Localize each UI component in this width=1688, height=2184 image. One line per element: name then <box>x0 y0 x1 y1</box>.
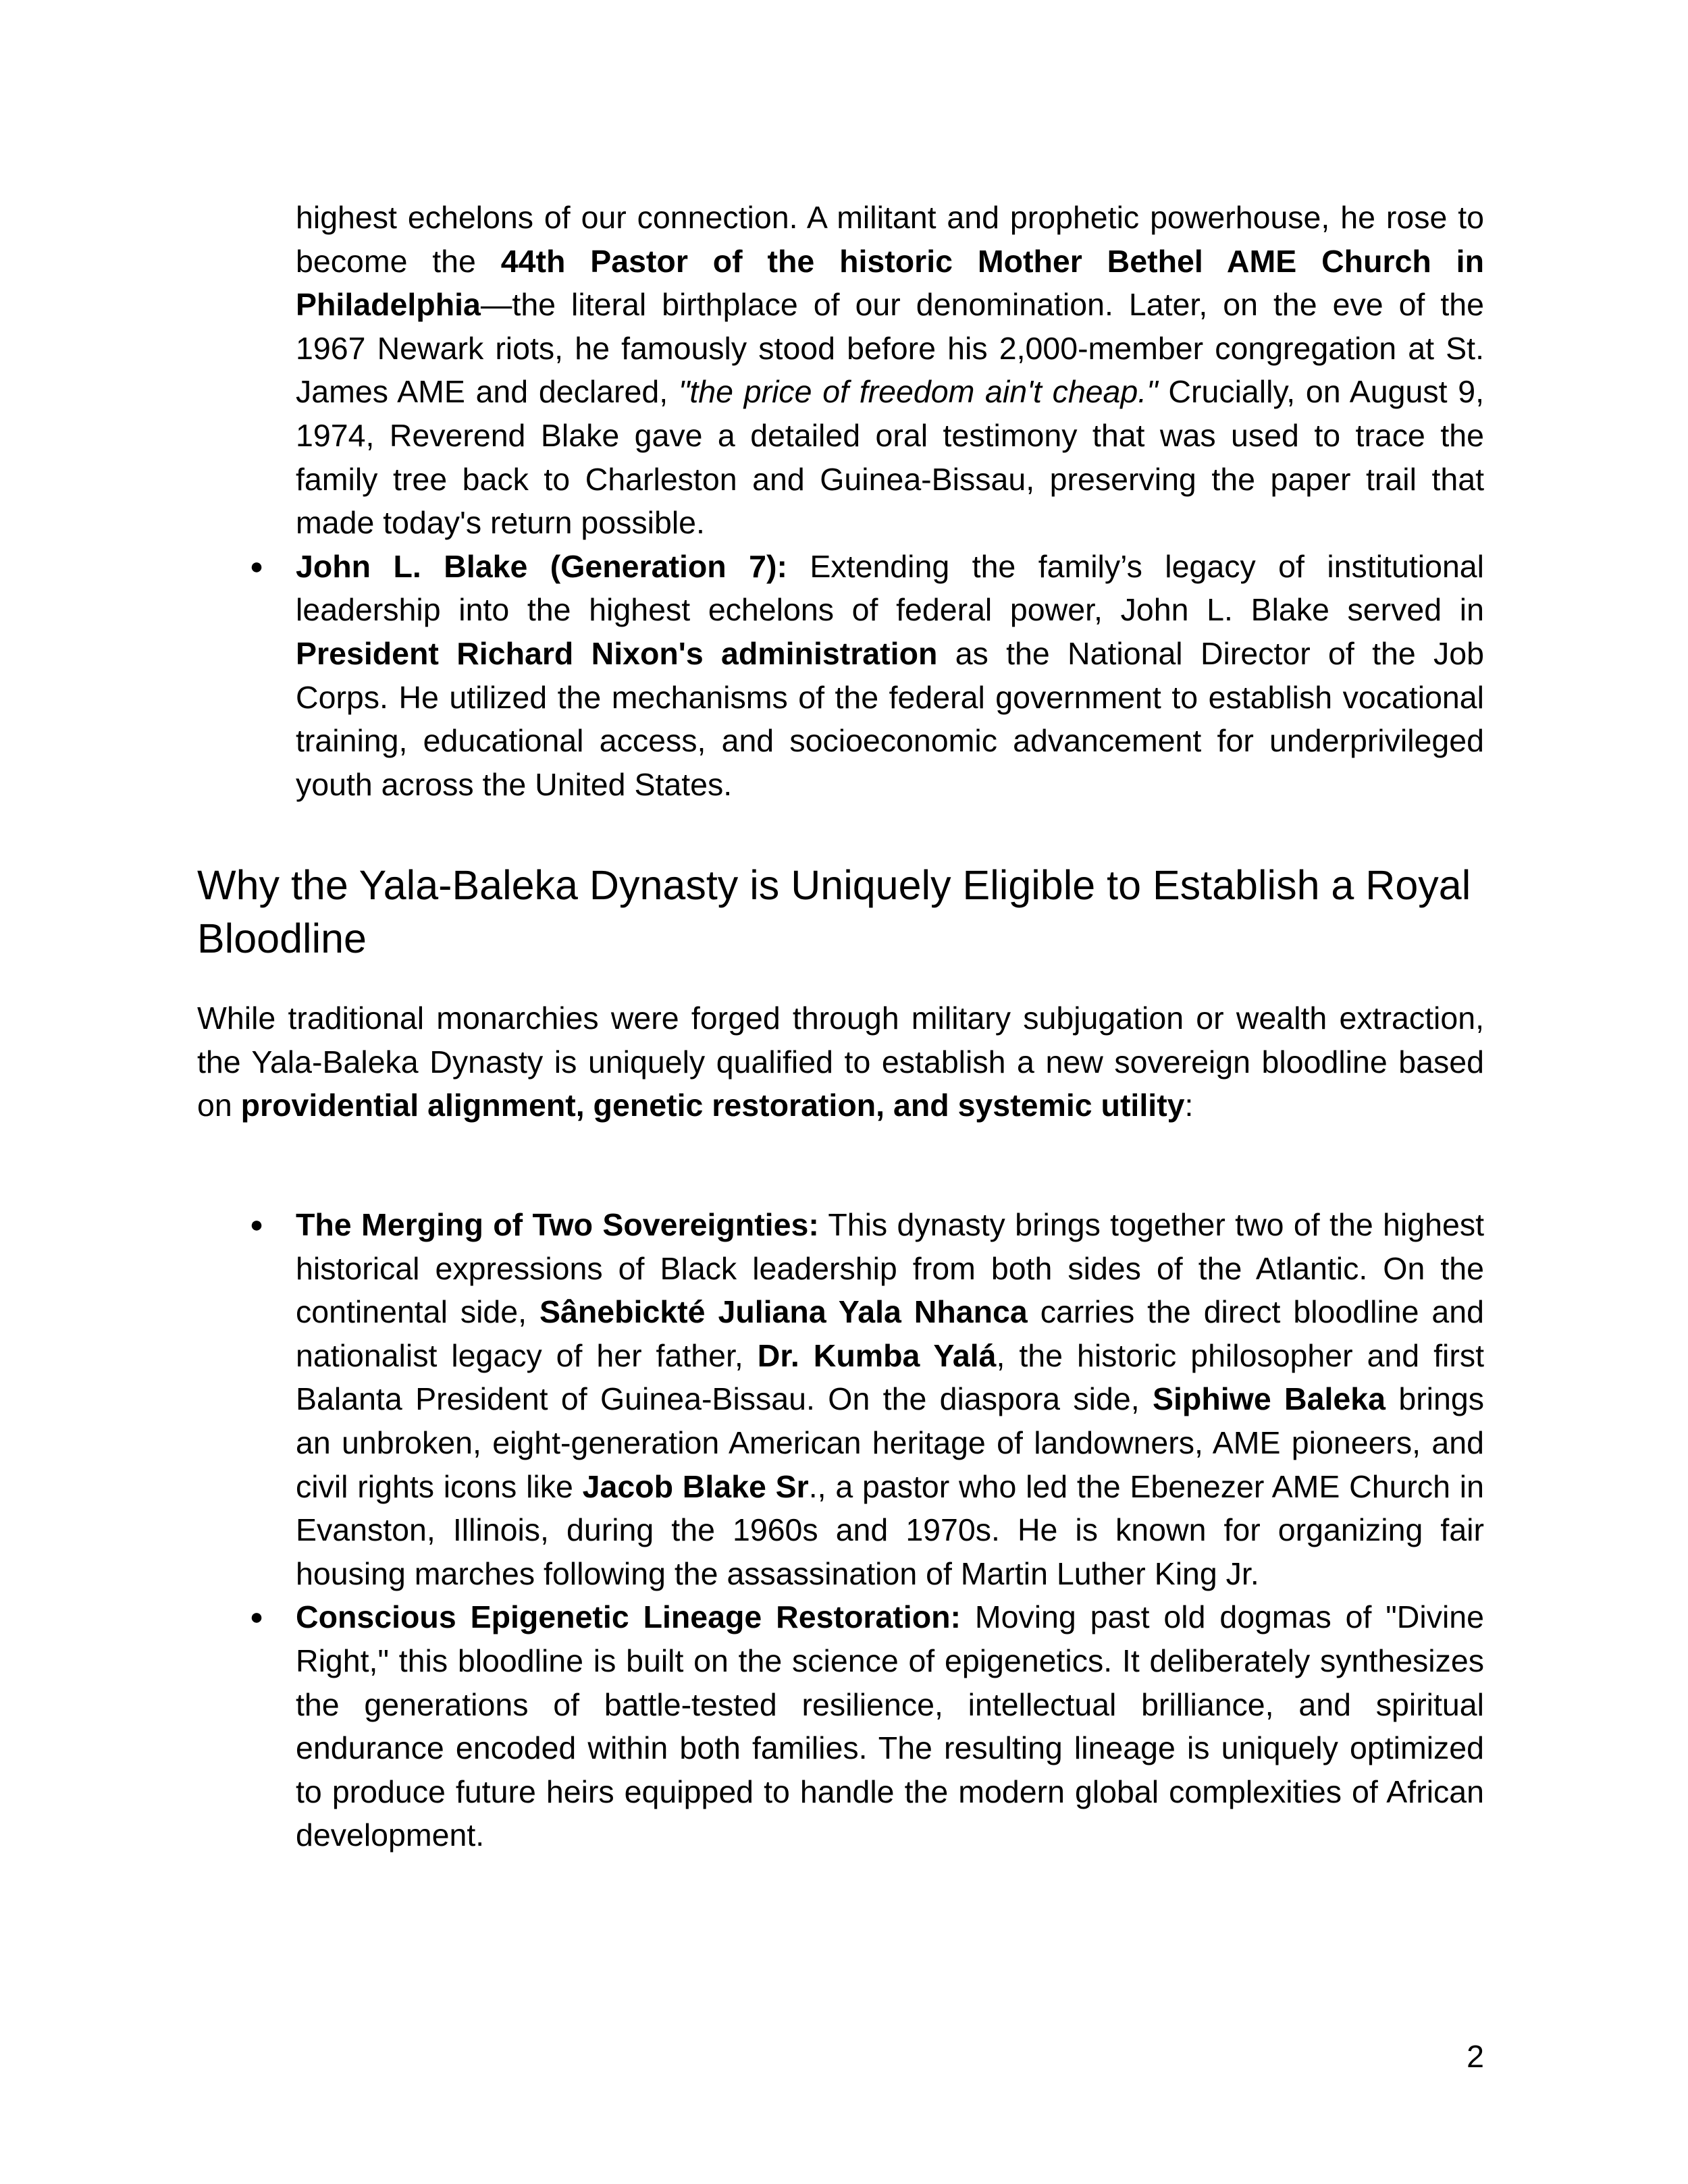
paragraph-text: —the literal birthplace of our denomination. Later, on the eve of the 1967 Newark riots, he famously stood before his 2,000-member congregation at St. James AME and declared, <box>296 287 1484 410</box>
bullet-list <box>249 545 1484 807</box>
paragraph-text: , the historic philosopher and first Balanta President of Guinea-Bissau. On the diaspora side, <box>296 1337 1484 1417</box>
paragraph-text: Crucially, on August 9, 1974, Reverend Blake gave a detailed oral testimony that was used to trace the family tree back to Charleston and Guinea-Bissau, preserving the paper trail that made today's return possible. <box>296 374 1484 541</box>
italic-quote: "the price of freedom ain't cheap." <box>678 374 1158 410</box>
bullet-icon: ● <box>249 1212 264 1237</box>
bold-text: Dr. Kumba Yalá <box>757 1337 997 1373</box>
bold-text: providential alignment, genetic restoration, and systemic utility <box>240 1088 1185 1123</box>
paragraph-text: carries the direct bloodline and nationalist legacy of her father, <box>296 1294 1484 1373</box>
paragraph-text: : <box>1184 1088 1194 1123</box>
list-item-merging <box>249 1203 1484 1595</box>
list-item-label: The Merging of Two Sovereignties: <box>296 1207 819 1242</box>
bold-text: President Richard Nixon's administration <box>296 635 938 671</box>
paragraph-text: Moving past old dogmas of "Divine Right," this bloodline is built on the science of epigenetics. It deliberately synthesizes the generations of battle-tested resilience, intellectual brilliance, and spiritual endurance encoded within both families. The resulting lineage is uniquely optimized to produce future heirs equipped to handle the modern global complexities of African development. <box>296 1599 1485 1853</box>
list-item-label: John L. Blake (Generation 7): <box>296 548 787 584</box>
continued-list-paragraph <box>296 196 1484 545</box>
section-heading: Why the Yala-Baleka Dynasty is Uniquely Eligible to Establish a Royal Bloodline <box>197 862 1471 961</box>
bold-text: Siphiwe Baleka <box>1152 1381 1386 1417</box>
list-item-epigenetic <box>249 1595 1485 1857</box>
section-intro-paragraph <box>197 996 1484 1127</box>
bold-text: Jacob Blake Sr <box>582 1468 809 1504</box>
bullet-list <box>249 1203 1485 1857</box>
paragraph-text: highest echelons of our connection. A militant and prophetic powerhouse, he rose to become the <box>296 200 1484 279</box>
bullet-icon: ● <box>249 1604 264 1630</box>
list-block-top <box>249 196 1484 806</box>
paragraph-text: as the National Director of the Job Corps. He utilized the mechanisms of the federal government to establish vocational training, educational access, and socioeconomic advancement for underprivileged youth across the United States. <box>296 635 1484 802</box>
paragraph-text: This dynasty brings together two of the highest historical expressions of Black leadership from both sides of the Atlantic. On the continental side, <box>296 1207 1484 1330</box>
page-number: 2 <box>1467 2039 1484 2074</box>
bullet-icon: ● <box>249 553 264 579</box>
paragraph-text: brings an unbroken, eight-generation American heritage of landowners, AME pioneers, and civil rights icons like <box>296 1381 1484 1504</box>
paragraph-text: Extending the family’s legacy of institutional leadership into the highest echelons of federal power, John L. Blake served in <box>296 548 1484 628</box>
bold-text: 44th Pastor of the historic Mother Bethel AME Church in Philadelphia <box>296 243 1484 323</box>
list-item-john-blake <box>249 545 1484 807</box>
list-item-label: Conscious Epigenetic Lineage Restoration: <box>296 1599 961 1635</box>
bold-text: Sânebickté Juliana Yala Nhanca <box>539 1294 1028 1330</box>
paragraph-text: While traditional monarchies were forged through military subjugation or wealth extraction, the Yala-Baleka Dynasty is uniquely qualified to establish a new sovereign bloodline based on <box>197 1001 1484 1123</box>
paragraph-text: ., a pastor who led the Ebenezer AME Church in Evanston, Illinois, during the 1960s and 1970s. He is known for organizing fair housing marches following the assassination of Martin Luther King Jr. <box>296 1468 1484 1591</box>
